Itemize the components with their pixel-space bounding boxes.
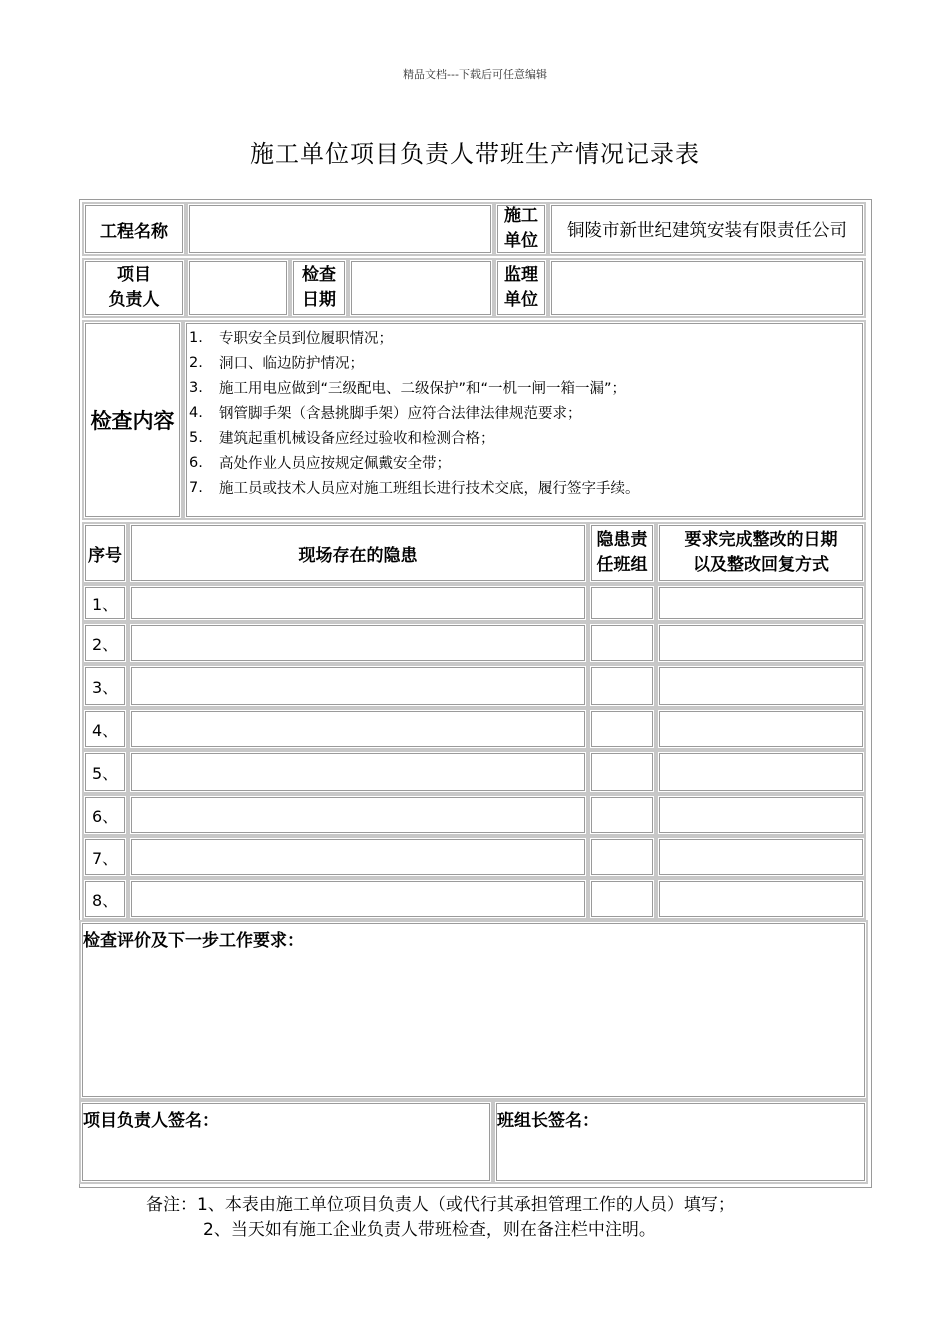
- check-item-text: 洞口、临边防护情况；: [219, 356, 364, 372]
- hazard-cell[interactable]: [128, 622, 588, 664]
- check-item: [189, 450, 864, 475]
- team-header-line1: 隐患责: [596, 530, 648, 550]
- check-item-number: 4.: [189, 404, 203, 421]
- remark-line-1: 备注：1、本表由施工单位项目负责人（或代行其承担管理工作的人员）填写；: [146, 1195, 735, 1215]
- check-item: [189, 375, 864, 400]
- supervision-unit-field[interactable]: [548, 258, 866, 318]
- row-number: 7、: [82, 836, 128, 878]
- document-header-note: 精品文档---下载后可任意编辑: [403, 68, 547, 81]
- check-item-text: 施工员或技术人员应对施工班组长进行技术交底，履行签字手续。: [219, 481, 640, 497]
- check-item: [189, 325, 864, 350]
- evaluation-section[interactable]: [79, 920, 868, 1100]
- check-date-field[interactable]: [348, 258, 494, 318]
- deadline-cell[interactable]: [656, 664, 866, 708]
- check-item-number: 1.: [189, 329, 203, 346]
- construction-unit-label-line1: 施工: [504, 206, 538, 226]
- check-date-label-line1: 检查: [302, 265, 336, 285]
- hazard-cell[interactable]: [128, 836, 588, 878]
- deadline-header: [656, 522, 866, 584]
- team-cell[interactable]: [588, 750, 656, 794]
- check-item-text: 专职安全员到位履职情况；: [219, 331, 393, 347]
- check-content-label: 检查内容: [82, 320, 183, 520]
- team-cell[interactable]: [588, 584, 656, 622]
- team-header: [588, 522, 656, 584]
- row-number: 8、: [82, 878, 128, 920]
- check-item-number: 7.: [189, 479, 203, 496]
- check-item-number: 2.: [189, 354, 203, 371]
- team-cell[interactable]: [588, 708, 656, 750]
- hazard-cell[interactable]: [128, 708, 588, 750]
- row-number: 5、: [82, 750, 128, 794]
- hazard-cell[interactable]: [128, 584, 588, 622]
- project-name-label: 工程名称: [82, 202, 186, 256]
- hazard-cell[interactable]: [128, 794, 588, 836]
- row-number: 3、: [82, 664, 128, 708]
- deadline-cell[interactable]: [656, 836, 866, 878]
- check-items-list: [183, 320, 866, 520]
- hazard-header: 现场存在的隐患: [128, 522, 588, 584]
- manager-signature-box[interactable]: [79, 1100, 493, 1184]
- construction-unit-label: [494, 202, 548, 256]
- check-item: [189, 475, 864, 500]
- check-date-label-line2: 日期: [302, 290, 336, 310]
- team-cell[interactable]: [588, 878, 656, 920]
- row-number: 4、: [82, 708, 128, 750]
- check-item-text: 高处作业人员应按规定佩戴安全带；: [219, 456, 451, 472]
- team-cell[interactable]: [588, 836, 656, 878]
- leader-signature-label: 班组长签名：: [497, 1111, 599, 1131]
- check-item-text: 钢管脚手架（含悬挑脚手架）应符合法律法律规范要求；: [219, 406, 582, 422]
- deadline-cell[interactable]: [656, 584, 866, 622]
- row-number: 2、: [82, 622, 128, 664]
- supervision-unit-label: [494, 258, 548, 318]
- check-item: [189, 350, 864, 375]
- manager-signature-label: 项目负责人签名：: [83, 1111, 219, 1131]
- check-item-text: 施工用电应做到“三级配电、二级保护”和“一机一闸一箱一漏”；: [219, 381, 627, 397]
- deadline-header-line1: 要求完成整改的日期: [684, 530, 838, 550]
- check-item-number: 5.: [189, 429, 203, 446]
- construction-unit-label-line2: 单位: [504, 231, 538, 251]
- team-cell[interactable]: [588, 622, 656, 664]
- manager-label-line1: 项目: [117, 265, 151, 285]
- deadline-cell[interactable]: [656, 878, 866, 920]
- check-item-text: 建筑起重机械设备应经过验收和检测合格；: [219, 431, 495, 447]
- remark-line-2: 2、当天如有施工企业负责人带班检查，则在备注栏中注明。: [203, 1220, 656, 1240]
- deadline-cell[interactable]: [656, 750, 866, 794]
- row-number: 6、: [82, 794, 128, 836]
- check-date-label: [290, 258, 348, 318]
- construction-unit-value[interactable]: 铜陵市新世纪建筑安装有限责任公司: [548, 202, 866, 256]
- deadline-header-line2: 以及整改回复方式: [693, 555, 829, 575]
- team-cell[interactable]: [588, 664, 656, 708]
- evaluation-label: 检查评价及下一步工作要求：: [83, 931, 304, 951]
- check-item-number: 6.: [189, 454, 203, 471]
- hazard-cell[interactable]: [128, 750, 588, 794]
- hazard-cell[interactable]: [128, 878, 588, 920]
- check-item: [189, 425, 864, 450]
- manager-field[interactable]: [186, 258, 290, 318]
- deadline-cell[interactable]: [656, 794, 866, 836]
- form-title: 施工单位项目负责人带班生产情况记录表: [250, 140, 700, 168]
- manager-label-line2: 负责人: [108, 290, 160, 310]
- deadline-cell[interactable]: [656, 622, 866, 664]
- seq-header: 序号: [82, 522, 128, 584]
- manager-label: [82, 258, 186, 318]
- deadline-cell[interactable]: [656, 708, 866, 750]
- row-number: 1、: [82, 584, 128, 622]
- supervision-unit-label-line1: 监理: [504, 265, 538, 285]
- team-header-line2: 任班组: [596, 555, 648, 575]
- leader-signature-box[interactable]: [493, 1100, 868, 1184]
- supervision-unit-label-line2: 单位: [504, 290, 538, 310]
- hazard-cell[interactable]: [128, 664, 588, 708]
- team-cell[interactable]: [588, 794, 656, 836]
- project-name-field[interactable]: [186, 202, 494, 256]
- check-item: [189, 400, 864, 425]
- check-item-number: 3.: [189, 379, 203, 396]
